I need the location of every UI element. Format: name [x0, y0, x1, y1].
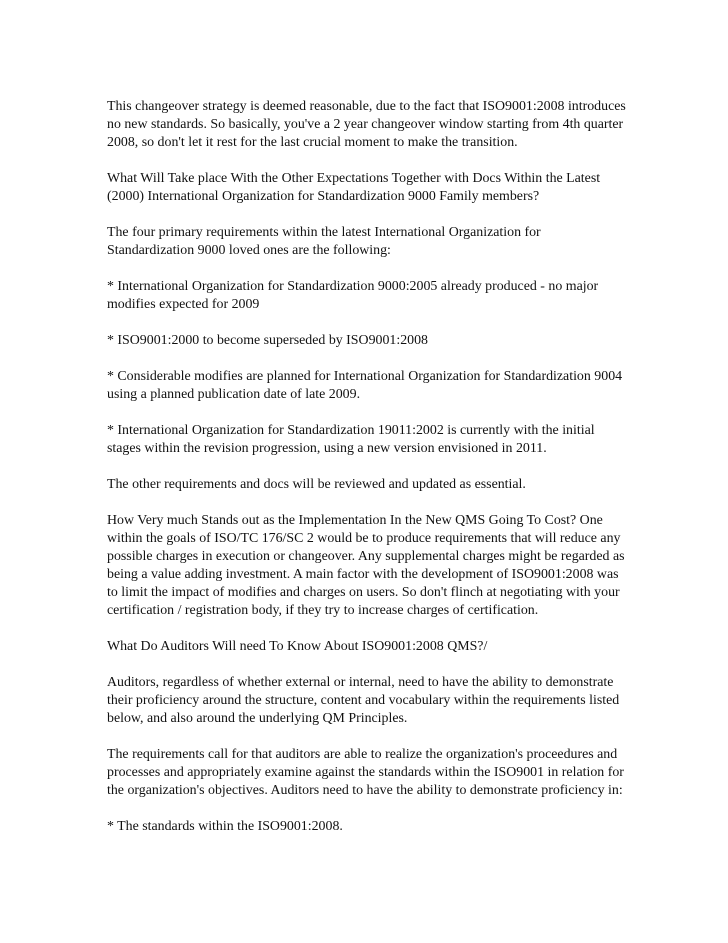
- paragraph-auditors-question: What Do Auditors Will need To Know About ISO9001:2008 QMS?/: [107, 639, 488, 654]
- paragraph-other-requirements: The other requirements and docs will be reviewed and updated as essential.: [107, 477, 526, 492]
- bullet-iso19011: * International Organization for Standardization 19011:2002 is currently with the initial stages within the revision progression, using a new version envisioned in 2011.: [107, 423, 595, 456]
- bullet-standards-iso9001-2008: * The standards within the ISO9001:2008.: [107, 819, 343, 834]
- bullet-iso9004: * Considerable modifies are planned for International Organization for Standardization 9004 using a planned publication date of late 2009.: [107, 369, 623, 402]
- paragraph-implementation-cost: How Very much Stands out as the Implementation In the New QMS Going To Cost? One within the goals of ISO/TC 176/SC 2 would be to produce requirements that will reduce any possible charges in execution or changeover. Any supplemental charges might be regarded as being a value adding investment. A main factor with the development of ISO9001:2008 was to limit the impact of modifies and charges on users. So don't flinch at negotiating with your certification / registration body, if they try to increase charges of certification.: [107, 513, 625, 618]
- document-body: [107, 98, 627, 854]
- bullet-iso9000-2005: * International Organization for Standardization 9000:2005 already produced - no major modifies expected for 2009: [107, 279, 599, 312]
- paragraph-changeover-strategy: This changeover strategy is deemed reasonable, due to the fact that ISO9001:2008 introduces no new standards. So basically, you've a 2 year changeover window starting from 4th quarter 2008, so don't let it rest for the last crucial moment to make the transition.: [107, 99, 626, 150]
- paragraph-other-expectations-question: What Will Take place With the Other Expectations Together with Docs Within the Latest (2000) International Organization for Standardization 9000 Family members?: [107, 171, 601, 204]
- paragraph-auditors-proficiency: Auditors, regardless of whether external or internal, need to have the ability to demonstrate their proficiency around the structure, content and vocabulary within the requirements listed below, and also around the underlying QM Principles.: [107, 675, 620, 726]
- paragraph-four-requirements: The four primary requirements within the latest International Organization for Standardization 9000 loved ones are the following:: [107, 225, 541, 258]
- bullet-iso9001-2000: * ISO9001:2000 to become superseded by ISO9001:2008: [107, 333, 428, 348]
- paragraph-requirements-call: The requirements call for that auditors are able to realize the organization's proceedures and processes and appropriately examine against the standards within the ISO9001 in relation for the organization's objectives. Auditors need to have the ability to demonstrate proficiency in:: [107, 747, 624, 798]
